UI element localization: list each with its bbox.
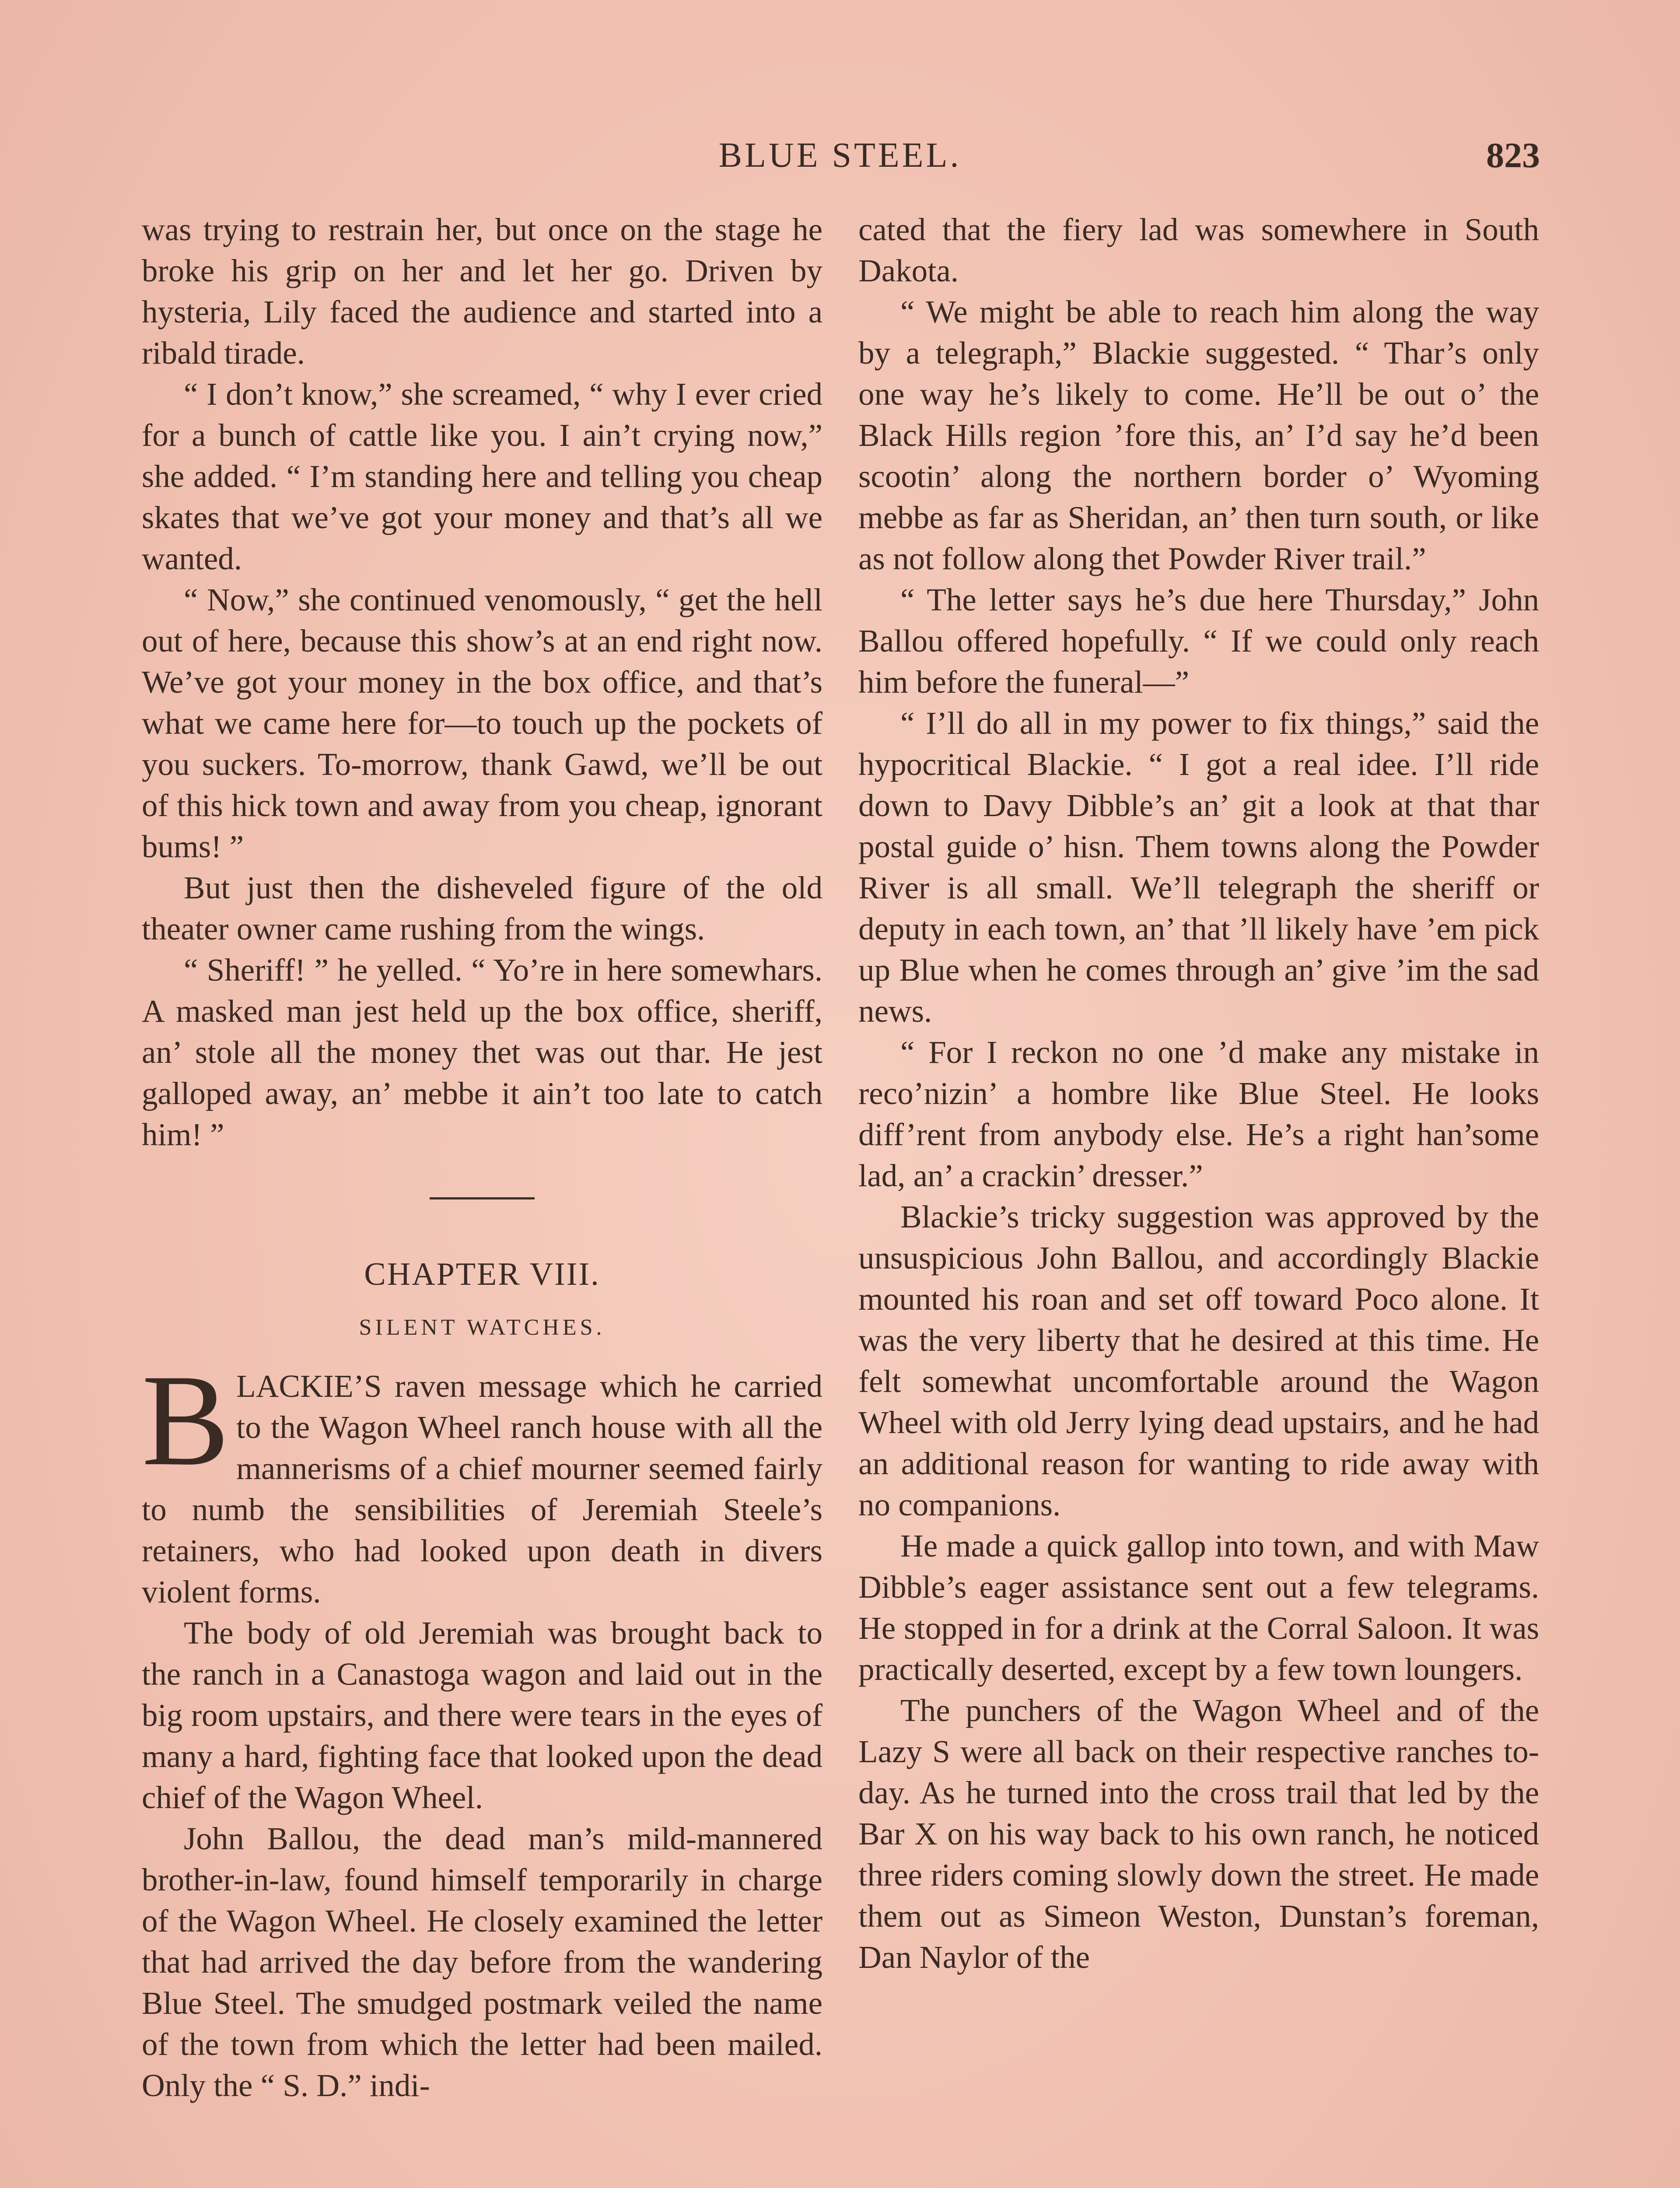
paragraph: “ The letter says he’s due here Thursday,” John Ballou offered hopefully. “ If we could only reach him before the funeral—” [858,582,1539,700]
paragraph: The body of old Jeremiah was brought back to the ranch in a Canastoga wagon and laid out in the big room upstairs, and there were tears in the eyes of many a hard, fighting face that looked upon the dead chief of the Wagon Wheel. [142,1615,822,1815]
right-column [858,209,1539,1978]
paragraph: John Ballou, the dead man’s mild-mannered brother-in-law, found himself temporarily in charge of the Wagon Wheel. He closely examined the letter that had arrived the day before from the wandering Blue Steel. The smudged postmark veiled the name of the town from which the letter had been mailed. Only the “ S. D.” indi- [142,1821,822,2103]
paragraph: “ Sheriff! ” he yelled. “ Yo’re in here somewhars. A masked man jest held up the box office, sheriff, an’ stole all the money thet was out thar. He jest galloped away, an’ mebbe it ain’t too late to catch him! ” [142,952,822,1152]
page-number: 823 [1486,135,1540,175]
paragraph: Blackie’s tricky suggestion was approved by the unsuspicious John Ballou, and accordingly Blackie mounted his roan and set off toward Poco alone. It was the very liberty that he desired at this time. He felt somewhat uncomfortable around the Wagon Wheel with old Jerry lying dead upstairs, and he had an additional reason for wanting to ride away with no companions. [858,1199,1539,1522]
running-head [140,131,1540,179]
opening-paragraph-text: LACKIE’S raven message which he carried to the Wagon Wheel ranch house with all the mannerisms of a chief mourner seemed fairly to numb the sensibilities of Jeremiah Steele’s retainers, who had looked upon death in divers violent forms. [142,1368,822,1609]
paragraph: was trying to restrain her, but once on the stage he broke his grip on her and let her go. Driven by hysteria, Lily faced the audience and started into a ribald tirade. [142,212,822,371]
opening-paragraph [142,1347,822,1613]
chapter-subtitle: SILENT WATCHES. [359,1315,606,1340]
left-column [142,209,822,2106]
paragraph: cated that the fiery lad was somewhere in South Dakota. [858,212,1539,288]
paragraph: He made a quick gallop into town, and with Maw Dibble’s eager assistance sent out a few telegrams. He stopped in for a drink at the Corral Saloon. It was practically deserted, except by a few town loungers. [858,1528,1539,1687]
chapter-title: CHAPTER VIII. [364,1256,600,1292]
paragraph: But just then the disheveled figure of the old theater owner came rushing from the wings. [142,870,822,947]
paragraph: “ I don’t know,” she screamed, “ why I ever cried for a bunch of cattle like you. I ain’t crying now,” she added. “ I’m standing here and telling you cheap skates that we’ve got your money and that’s all we wanted. [142,376,822,576]
paragraph: “ We might be able to reach him along the way by a telegraph,” Blackie suggested. “ Thar’s only one way he’s likely to come. He’ll be out o’ the Black Hills region ’fore this, an’ I’d say he’d been scootin’ along the northern border o’ Wyoming mebbe as far as Sheridan, an’ then turn south, or like as not follow along thet Powder River trail.” [858,294,1539,576]
running-title: BLUE STEEL. [718,136,962,175]
paragraph: “ For I reckon no one ’d make any mistake in reco’nizin’ a hombre like Blue Steel. He looks diff’rent from anybody else. He’s a right han’some lad, an’ a crackin’ dresser.” [858,1034,1539,1193]
paragraph: “ I’ll do all in my power to fix things,” said the hypocritical Blackie. “ I got a real idee. I’ll ride down to Davy Dibble’s an’ git a look at that thar postal guide o’ hisn. Them towns along the Powder River is all small. We’ll telegraph the sheriff or deputy in each town, an’ that ’ll likely have ’em pick up Blue when he comes through an’ give ’im the sad news. [858,705,1539,1029]
drop-cap: B [142,1347,230,1493]
paragraph: “ Now,” she continued venomously, “ get the hell out of here, because this show’s at an end right now. We’ve got your money in the box office, and that’s what we came here for—to touch up the pockets of you suckers. To-morrow, thank Gawd, we’ll be out of this hick town and away from you cheap, ignorant bums! ” [142,582,822,864]
section-divider [430,1197,535,1199]
paragraph: The punchers of the Wagon Wheel and of the Lazy S were all back on their respective ranches to-day. As he turned into the cross trail that led by the Bar X on his way back to his own ranch, he noticed three riders coming slowly down the street. He made them out as Simeon Weston, Dunstan’s foreman, Dan Naylor of the [858,1693,1539,1975]
